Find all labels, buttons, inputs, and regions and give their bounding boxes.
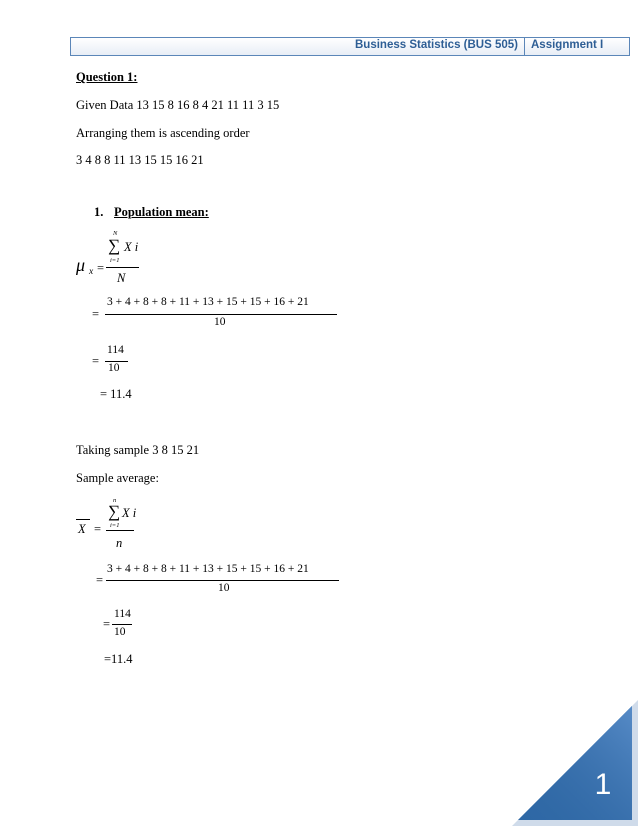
sam-sum-top: n (113, 497, 117, 504)
question-title: Question 1: (76, 70, 138, 84)
sam-equals-2: = (96, 573, 104, 587)
sam-equals: = (94, 522, 102, 536)
sam-result: =11.4 (104, 652, 133, 666)
pop-denominator-2: 10 (214, 316, 226, 328)
pop-equals-2: = (92, 307, 100, 321)
sam-total: 114 (114, 608, 131, 620)
sam-denominator: n (116, 536, 123, 550)
pop-mu: μ (76, 255, 86, 275)
sam-denominator-3: 10 (114, 626, 126, 638)
sam-xbar: X (78, 522, 86, 536)
pop-total: 114 (107, 344, 124, 356)
sam-xi: X i (122, 506, 137, 520)
pop-denominator: N (117, 271, 126, 285)
item-number: 1. (94, 205, 104, 219)
pop-sum-bottom: i=1 (110, 257, 120, 264)
sorted-data: 3 4 8 8 11 13 15 15 16 21 (76, 153, 204, 167)
sam-equals-3: = (103, 617, 111, 631)
pop-mu-subscript: x (89, 267, 94, 277)
header-assignment: Assignment I (531, 39, 604, 51)
sam-sum-sign: ∑ (108, 502, 121, 521)
given-data: Given Data 13 15 8 16 8 4 21 11 11 3 15 (76, 98, 280, 112)
pop-denominator-3: 10 (108, 362, 120, 374)
pop-sum-expression: 3 + 4 + 8 + 8 + 11 + 13 + 15 + 15 + 16 + 21 (107, 296, 309, 308)
sam-denominator-2: 10 (218, 582, 230, 594)
sample-average-label: Sample average: (76, 471, 159, 485)
taking-sample: Taking sample 3 8 15 21 (76, 443, 200, 457)
pop-result: = 11.4 (100, 387, 132, 401)
population-heading: Population mean: (114, 205, 209, 219)
header-course: Business Statistics (BUS 505) (355, 39, 518, 51)
sam-sum-bottom: i=1 (110, 522, 120, 529)
pop-equals-3: = (92, 354, 100, 368)
pop-equals: = (97, 261, 105, 275)
arranging-text: Arranging them is ascending order (76, 126, 250, 140)
pop-xi: X i (124, 240, 139, 254)
sam-sum-expression: 3 + 4 + 8 + 8 + 11 + 13 + 15 + 15 + 16 + 21 (107, 563, 309, 575)
pop-sum-sign: ∑ (108, 236, 121, 255)
pop-sum-top: N (113, 230, 118, 237)
page-number: 1 (594, 768, 612, 801)
